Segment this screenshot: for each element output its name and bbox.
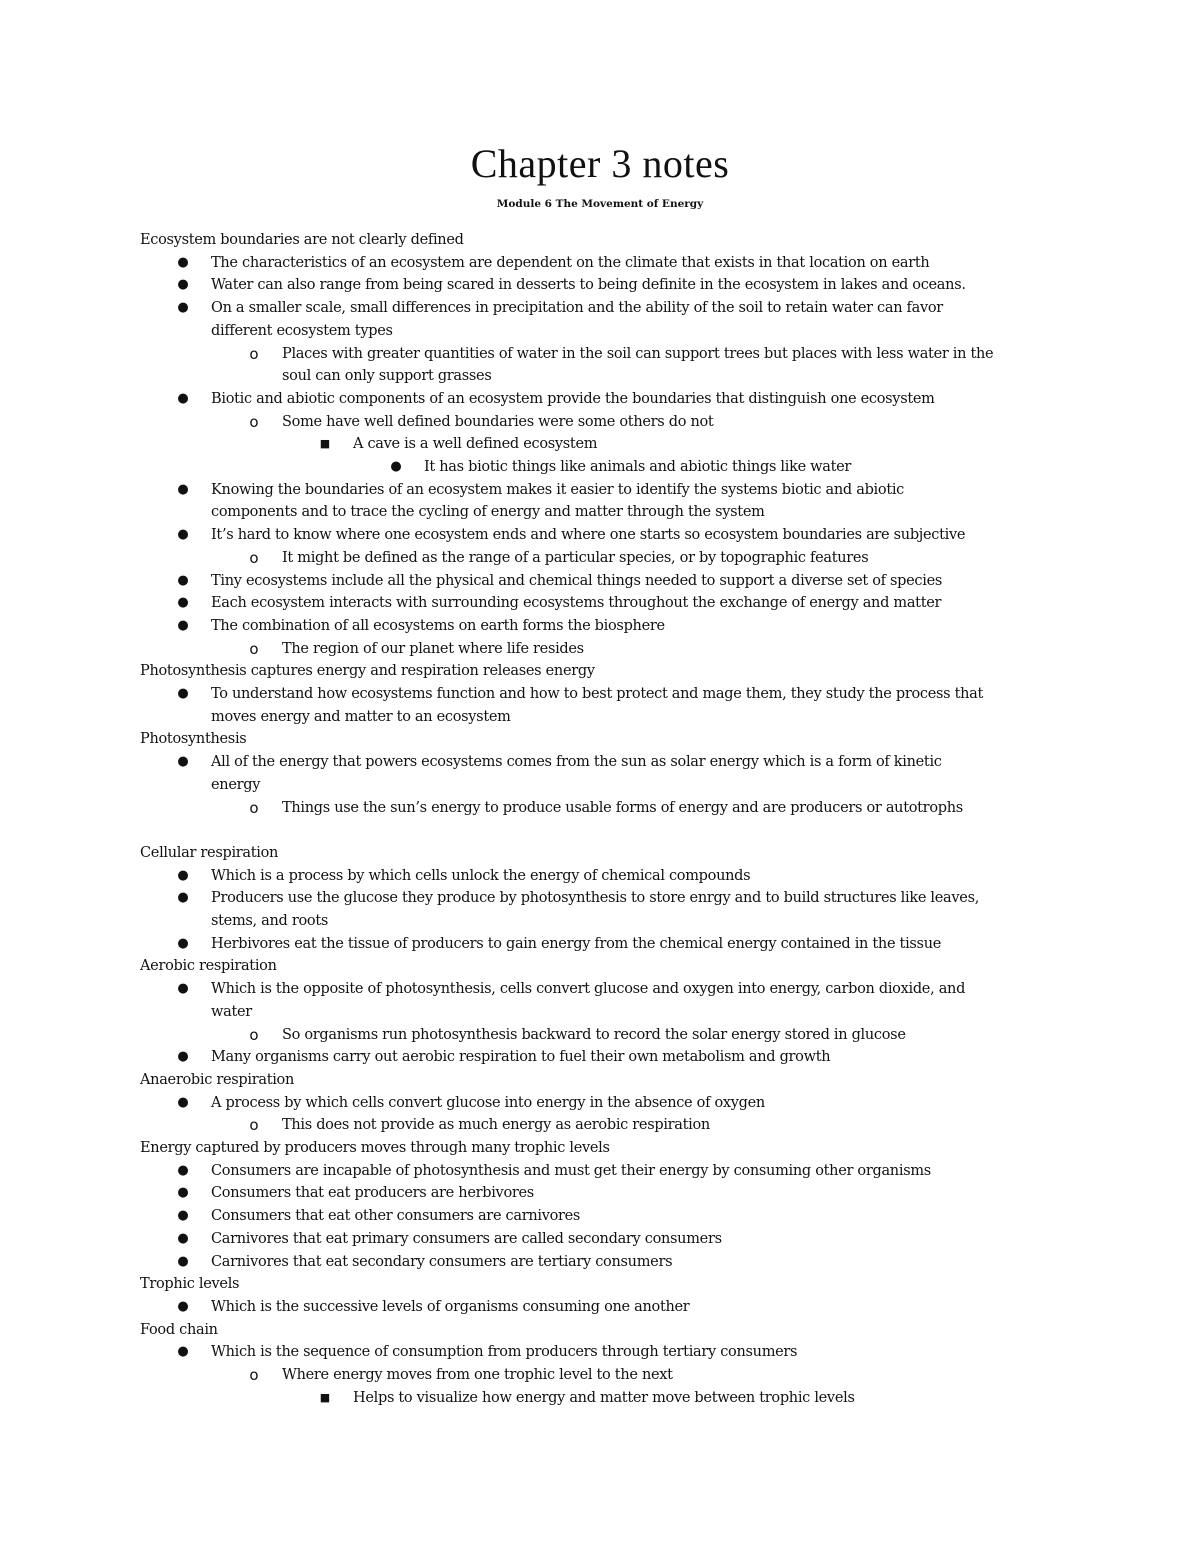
bullet-dot-icon: ● [177,300,189,316]
bullet-dot-icon: ● [177,686,189,701]
list-item: Many organisms carry out aerobic respiration to fuel their own metabolism and growth [211,1049,831,1066]
bullet-dot-icon: ● [177,1253,189,1269]
list-item: Tiny ecosystems include all the physical and chemical things needed to support a diverse set of species [211,572,943,589]
bullet-dot-icon: ● [177,1049,189,1065]
list-item: Which is the successive levels of organisms consuming one another [211,1298,690,1315]
page-title: Chapter 3 notes [470,141,730,186]
bullet-dot-icon: ● [177,595,189,611]
section-heading: Trophic levels [140,1276,240,1293]
bullet-dot-icon: ● [177,981,189,997]
list-item: Some have well defined boundaries were some others do not [282,413,714,430]
bullet-dot-icon: ● [177,754,189,770]
bullet-circle-icon: o [249,1116,259,1135]
list-item: A process by which cells convert glucose into energy in the absence of oxygen [211,1094,765,1111]
bullet-circle-icon: o [249,798,259,817]
list-item: Herbivores eat the tissue of producers to gain energy from the chemical energy contained in the tissue [211,935,942,952]
list-item: energy [211,776,261,793]
list-item: The characteristics of an ecosystem are dependent on the climate that exists in that location on earth [211,254,930,271]
list-item: Consumers that eat producers are herbivores [211,1185,534,1202]
bullet-circle-icon: o [249,639,259,658]
list-item: Which is a process by which cells unlock the energy of chemical compounds [211,867,751,884]
bullet-square-icon: ■ [319,437,331,451]
section-heading: Ecosystem boundaries are not clearly defined [140,232,464,248]
bullet-circle-icon: o [249,344,259,363]
list-item: On a smaller scale, small differences in precipitation and the ability of the soil to retain water can favor [211,300,943,317]
list-item: Consumers are incapable of photosynthesis and must get their energy by consuming other organisms [211,1162,931,1179]
list-item: Places with greater quantities of water in the soil can support trees but places with less water in the [282,345,994,362]
section-heading: Cellular respiration [140,844,279,861]
bullet-dot-icon: ● [177,890,189,906]
list-item: Helps to visualize how energy and matter move between trophic levels [353,1389,855,1406]
bullet-circle-icon: o [249,1025,259,1044]
list-item: stems, and roots [211,913,328,929]
list-item: The combination of all ecosystems on earth forms the biosphere [211,617,665,634]
bullet-dot-icon: ● [177,867,189,883]
section-heading: Anaerobic respiration [140,1071,295,1088]
bullet-dot-icon: ● [177,481,189,497]
bullet-dot-icon: ● [177,572,189,588]
list-item: Water can also range from being scared in desserts to being definite in the ecosystem in lakes and oceans. [211,277,966,294]
list-item: components and to trace the cycling of energy and matter through the system [211,504,765,521]
list-item: Which is the opposite of photosynthesis, cells convert glucose and oxygen into energy, carbon dioxide, and [211,981,966,998]
list-item: different ecosystem types [211,322,393,339]
list-item: Carnivores that eat secondary consumers are tertiary consumers [211,1253,673,1270]
section-heading: Energy captured by producers moves through many trophic levels [140,1140,610,1156]
list-item: It might be defined as the range of a particular species, or by topographic features [282,549,869,566]
list-item: Which is the sequence of consumption from producers through tertiary consumers [211,1344,798,1361]
list-item: Each ecosystem interacts with surrounding ecosystems throughout the exchange of energy and matter [211,595,942,612]
list-item: Consumers that eat other consumers are carnivores [211,1208,581,1225]
bullet-dot-icon: ● [177,935,189,951]
bullet-dot-icon: ● [177,1094,189,1110]
bullet-dot-icon: ● [177,1298,189,1314]
page-subtitle: Module 6 The Movement of Energy [496,198,704,210]
bullet-dot-icon: ● [177,277,189,293]
bullet-dot-icon: ● [177,1230,189,1246]
list-item: To understand how ecosystems function and how to best protect and mage them, they study the process that [211,686,984,702]
bullet-dot-icon: ● [177,1208,189,1224]
bullet-dot-icon: ● [177,527,189,543]
bullet-dot-icon: ● [177,1185,189,1201]
bullet-dot-icon: ● [177,1344,189,1360]
list-item: All of the energy that powers ecosystems comes from the sun as solar energy which is a form of kinetic [211,754,942,771]
list-item: It has biotic things like animals and abiotic things like water [424,459,852,475]
section-heading: Photosynthesis captures energy and respiration releases energy [140,663,595,680]
list-item: The region of our planet where life resides [282,640,584,657]
list-item: It’s hard to know where one ecosystem ends and where one starts so ecosystem boundaries are subjective [211,527,966,544]
bullet-dot-icon: ● [177,1162,189,1178]
bullet-dot-icon: ● [177,254,189,270]
list-item: This does not provide as much energy as aerobic respiration [282,1117,710,1134]
bullet-dot-icon: ● [177,390,189,406]
list-item: water [211,1003,252,1020]
section-heading: Food chain [140,1321,218,1338]
list-item: Carnivores that eat primary consumers are called secondary consumers [211,1230,722,1247]
list-item: Where energy moves from one trophic level to the next [282,1367,673,1383]
list-item: So organisms run photosynthesis backward to record the solar energy stored in glucose [282,1026,906,1043]
list-item: Producers use the glucose they produce by photosynthesis to store enrgy and to build structures like leaves, [211,890,980,907]
list-item: soul can only support grasses [282,368,492,385]
list-item: A cave is a well defined ecosystem [353,436,598,453]
bullet-circle-icon: o [249,548,259,567]
section-heading: Aerobic respiration [140,958,277,975]
list-item: Knowing the boundaries of an ecosystem makes it easier to identify the systems biotic and abiotic [211,481,905,498]
bullet-dot-icon: ● [177,617,189,633]
list-item: Biotic and abiotic components of an ecosystem provide the boundaries that distinguish one ecosystem [211,390,935,407]
bullet-circle-icon: o [249,1366,259,1384]
list-item: moves energy and matter to an ecosystem [211,708,511,725]
list-item: Things use the sun’s energy to produce usable forms of energy and are producers or autotrophs [282,799,963,816]
bullet-dot-icon: ● [390,459,402,474]
bullet-square-icon: ■ [319,1390,331,1404]
bullet-circle-icon: o [249,412,259,431]
section-heading: Photosynthesis [140,731,247,748]
